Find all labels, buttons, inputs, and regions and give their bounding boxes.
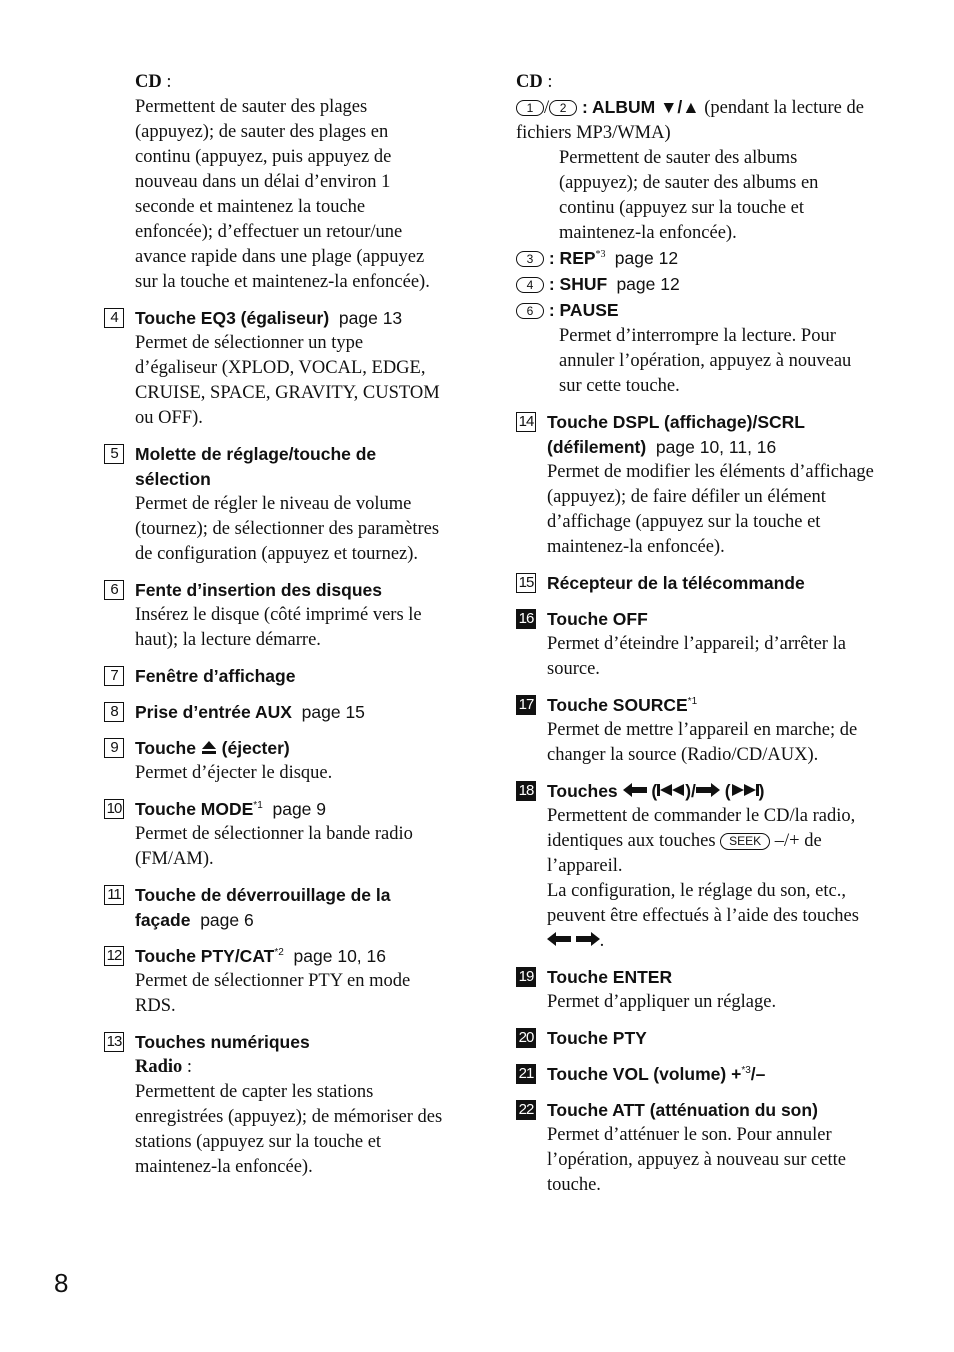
item-title: Touche PTY/CAT — [135, 946, 275, 966]
item-desc: Permet d’atténuer le son. Pour annuler l’opération, appuyez à nouveau sur cette touche. — [547, 1125, 846, 1195]
item-5 — [104, 442, 444, 567]
item-number: 4 — [104, 308, 124, 328]
item-desc: Permet d’éteindre l’appareil; d’arrêter la source. — [547, 634, 846, 679]
item-14 — [516, 410, 874, 560]
right-column — [516, 70, 874, 1198]
item-7 — [104, 664, 444, 689]
item-title: Touche SOURCE — [547, 695, 688, 715]
album-label: : ALBUM — [577, 97, 661, 117]
item-desc-a: Permettent de commander le CD/la radio, identiques aux touches — [547, 806, 856, 851]
page-ref: page 10, 11, 16 — [655, 437, 777, 457]
item-desc-b: –/+ de l’appareil. — [547, 831, 822, 876]
item-title: Fente d’insertion des disques — [135, 580, 382, 600]
item-title-end: /– — [750, 1064, 766, 1084]
shuf-label: : SHUF — [544, 274, 608, 294]
item-number: 17 — [516, 695, 536, 715]
left-column — [104, 70, 444, 1180]
item-12 — [104, 944, 444, 1019]
item-number: 5 — [104, 444, 124, 464]
page-number: 8 — [54, 1268, 69, 1298]
item-20 — [516, 1026, 874, 1051]
item-desc: Permet d’appliquer un réglage. — [547, 992, 777, 1012]
album-arrows-icon: ▼/▲ — [660, 97, 700, 117]
item-title-a: Touches — [547, 781, 623, 801]
item-16 — [516, 607, 874, 682]
radio-label: Radio — [135, 1057, 183, 1077]
slash: / — [544, 98, 550, 118]
item-22 — [516, 1098, 874, 1198]
page-ref: page 13 — [338, 308, 403, 328]
item-title-e: ) — [758, 781, 765, 801]
item-desc: Permet d’éjecter le disque. — [135, 763, 333, 783]
footnote-ref: *3 — [595, 248, 606, 260]
item-title-b: (éjecter) — [216, 738, 290, 758]
page-ref: page 10, 16 — [293, 946, 386, 966]
item-number: 18 — [516, 781, 536, 801]
item-desc: Permet de sélectionner la bande radio (FM/AM). — [135, 824, 413, 869]
item-title: Récepteur de la télécommande — [547, 573, 805, 593]
item-21 — [516, 1062, 874, 1087]
item-desc: Insérez le disque (côté imprimé vers le haut); la lecture démarre. — [135, 605, 422, 650]
item-desc: Permettent de capter les stations enregistrées (appuyez); de mémoriser des stations (appuyez sur la touche et maintenez-la enfoncée). — [135, 1082, 443, 1177]
rep-label: : REP — [544, 248, 596, 268]
item-desc-d: . — [599, 931, 605, 951]
item-number: 6 — [104, 580, 124, 600]
item-title: Fenêtre d’affichage — [135, 666, 296, 686]
item-title: Touche ATT (atténuation du son) — [547, 1100, 818, 1120]
number-button-2: 2 — [549, 100, 577, 116]
footnote-ref: *1 — [253, 800, 263, 812]
item-title-c: )/ — [685, 781, 696, 801]
item-desc-c: La configuration, le réglage du son, etc., peuvent être effectués à l’aide des touches — [547, 881, 859, 926]
item-number: 8 — [104, 702, 124, 722]
item-title: Touche EQ3 (égaliseur) — [135, 308, 330, 328]
cd-label: CD — [516, 72, 543, 92]
item-number: 9 — [104, 738, 124, 758]
right-arrow-icon — [696, 783, 720, 797]
item-13 — [104, 1030, 444, 1180]
item-title-b: ( — [646, 781, 658, 801]
item-desc: Permet de sélectionner un type d’égaliseur (XPLOD, VOCAL, EDGE, CRUISE, SPACE, GRAVITY, CUSTOM ou OFF). — [135, 333, 440, 428]
page-ref: page 12 — [614, 248, 679, 268]
item-desc: Permet de sélectionner PTY en mode RDS. — [135, 971, 411, 1016]
item-title: Touche de déverrouillage de la façade — [135, 885, 391, 930]
item-title-d: ( — [719, 781, 731, 801]
page-ref: page 12 — [616, 274, 680, 294]
item-number: 22 — [516, 1100, 536, 1120]
number-button-6: 6 — [516, 303, 544, 319]
item-title-a: Touche — [135, 738, 201, 758]
cd-colon: : — [161, 72, 172, 92]
page-ref: page 15 — [301, 702, 365, 722]
item-title: Touche OFF — [547, 609, 648, 629]
cd-label: CD — [135, 72, 162, 92]
eject-icon — [201, 740, 217, 755]
item-9 — [104, 736, 444, 786]
item-title: Touches numériques — [135, 1032, 310, 1052]
item-15 — [516, 571, 874, 596]
item-number: 11 — [104, 885, 124, 905]
item-number: 7 — [104, 666, 124, 686]
item-number: 19 — [516, 967, 536, 987]
seek-button-label: SEEK — [720, 833, 770, 850]
item-number: 14 — [516, 412, 536, 432]
page-ref: page 9 — [272, 799, 327, 819]
item-number: 16 — [516, 609, 536, 629]
footnote-ref: *3 — [741, 1065, 751, 1077]
item-desc: Permet de mettre l’appareil en marche; de changer la source (Radio/CD/AUX). — [547, 720, 858, 765]
item-8 — [104, 700, 444, 725]
item-desc: Permet de régler le niveau de volume (tournez); de sélectionner des paramètres de configuration (appuyez et tournez). — [135, 494, 440, 564]
item-11 — [104, 883, 444, 933]
cd-intro-text: Permettent de sauter des plages (appuyez); de sauter des plages en continu (appuyez, puis appuyez de nouveau dans un délai d’environ 1 seconde et maintenez la touche enfoncée); d’effectuer un retour/une avance rapide dans une plage (appuyez sur la touche et maintenez-la enfoncée). — [135, 97, 430, 292]
next-track-icon — [731, 783, 759, 797]
item-title: Touche ENTER — [547, 967, 673, 987]
right-arrow-icon — [576, 932, 600, 946]
item-title: Touche MODE — [135, 799, 254, 819]
previous-track-icon — [657, 783, 685, 797]
page-ref: page 6 — [200, 910, 254, 930]
item-6 — [104, 578, 444, 653]
item-19 — [516, 965, 874, 1015]
item-title: Molette de réglage/touche de sélection — [135, 444, 377, 489]
item-number: 15 — [516, 573, 536, 593]
radio-colon: : — [182, 1057, 193, 1077]
cd-section — [516, 70, 874, 399]
item-title: Touche VOL (volume) + — [547, 1064, 742, 1084]
item-number: 10 — [104, 799, 124, 819]
pause-desc: Permet d’interrompre la lecture. Pour annuler l’opération, appuyez à nouveau sur cette touche. — [559, 326, 852, 396]
item-4 — [104, 306, 444, 431]
album-note: (pendant la lecture de fichiers MP3/WMA) — [516, 98, 864, 143]
item-18 — [516, 779, 874, 954]
item-number: 21 — [516, 1064, 536, 1084]
item-number: 13 — [104, 1032, 124, 1052]
number-button-3: 3 — [516, 251, 544, 267]
left-arrow-icon — [547, 932, 571, 946]
item-desc: Permet de modifier les éléments d’affichage (appuyez); de faire défiler un élément d’affichage (appuyez sur la touche et maintenez-la enfoncée). — [547, 462, 874, 557]
footnote-ref: *2 — [274, 947, 284, 959]
number-button-4: 4 — [516, 277, 544, 293]
footnote-ref: *1 — [687, 696, 698, 708]
item-number: 12 — [104, 946, 124, 966]
item-title: Prise d’entrée AUX — [135, 702, 292, 722]
left-arrow-icon — [623, 783, 647, 797]
number-button-1: 1 — [516, 100, 544, 116]
item-number: 20 — [516, 1028, 536, 1048]
item-title: Touche PTY — [547, 1028, 647, 1048]
album-desc: Permettent de sauter des albums (appuyez); de sauter des albums en continu (appuyez sur la touche et maintenez-la enfoncée). — [559, 148, 819, 243]
cd-colon: : — [542, 72, 553, 92]
item-10 — [104, 797, 444, 872]
pause-label: : PAUSE — [544, 300, 619, 320]
item-title: Touche DSPL (affichage)/SCRL (défilement) — [547, 412, 805, 457]
item-17 — [516, 693, 874, 768]
cd-intro — [104, 70, 444, 295]
